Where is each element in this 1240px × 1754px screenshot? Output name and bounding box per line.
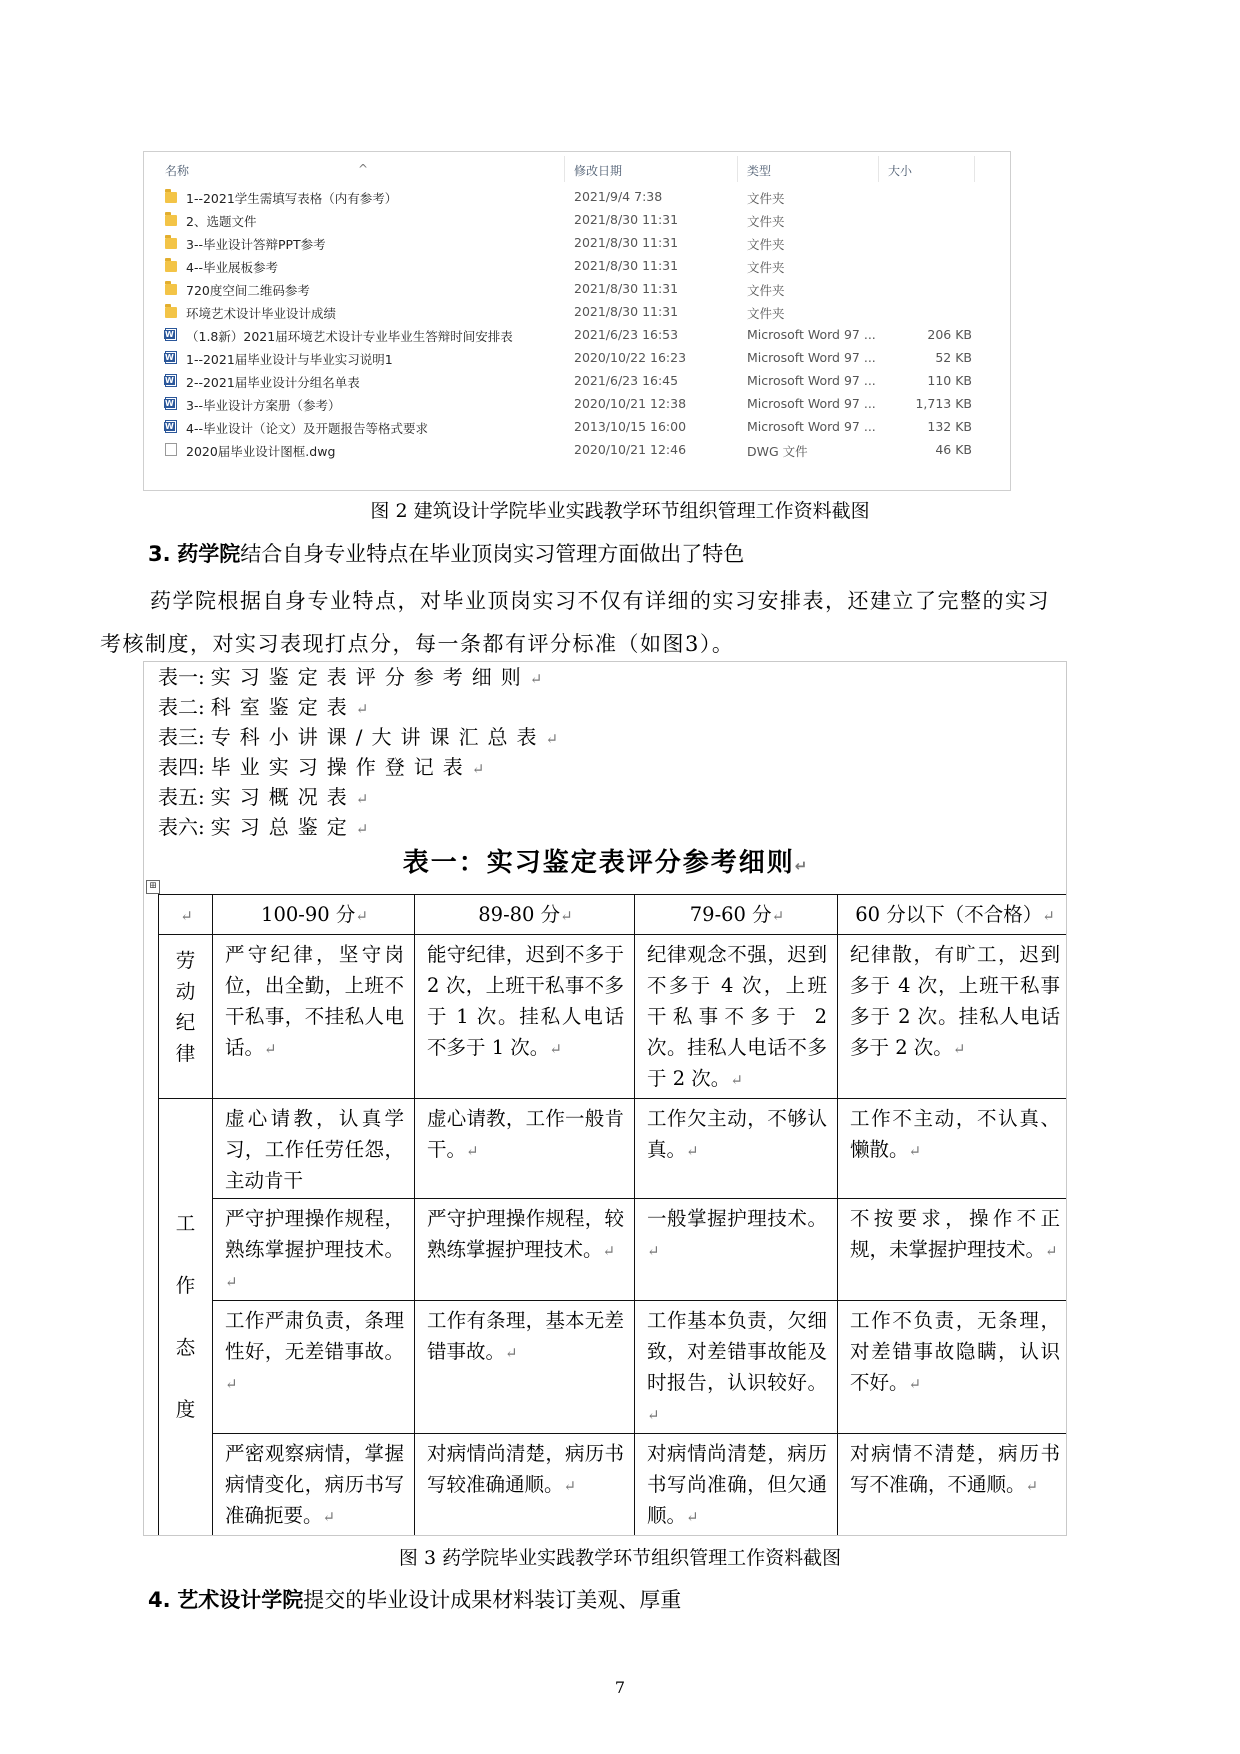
file-date: 2021/8/30 11:31 [574, 212, 679, 227]
toc-text: 实习概况表 [210, 785, 356, 809]
file-name: 3--毕业设计答辩PPT参考 [186, 237, 326, 252]
table-row-attitude-2 [159, 1199, 1068, 1301]
file-type: 文件夹 [747, 191, 785, 206]
file-date: 2021/8/30 11:31 [574, 281, 679, 296]
file-size: 206 KB [927, 327, 972, 342]
toc-prefix: 表一: [158, 665, 205, 689]
file-row[interactable] [144, 392, 1010, 415]
header-cell-100-90: 100-90 分↵ [213, 895, 415, 935]
section4-rest: 提交的毕业设计成果材料装订美观、厚重 [303, 1588, 682, 1612]
paragraph-mark: ↵ [355, 700, 369, 718]
table-header-row [159, 895, 1068, 935]
table-cell: 虚心请教，工作一般肯干。↵ [415, 1099, 635, 1199]
file-size: 46 KB [935, 442, 972, 457]
file-date: 2013/10/15 16:00 [574, 419, 687, 434]
toc-line [158, 692, 558, 722]
toc-prefix: 表二: [158, 695, 205, 719]
toc-line [158, 752, 558, 782]
file-type: 文件夹 [747, 214, 785, 229]
section4-bold: 艺术设计学院 [177, 1588, 304, 1612]
table-cell: 不按要求，操作不正规，未掌握护理技术。↵ [838, 1199, 1068, 1301]
file-name: 2--2021届毕业设计分组名单表 [186, 375, 360, 390]
file-type: 文件夹 [747, 260, 785, 275]
header-cell-below-60: 60 分以下（不合格）↵ [838, 895, 1068, 935]
file-type: Microsoft Word 97 ... [747, 350, 876, 365]
table-anchor-icon[interactable]: ⊞ [146, 880, 160, 894]
file-size: 132 KB [927, 419, 972, 434]
file-list-header [144, 152, 1010, 186]
header-cell-89-80: 89-80 分↵ [415, 895, 635, 935]
document-screenshot [143, 661, 1067, 1536]
file-date: 2021/6/23 16:53 [574, 327, 679, 342]
file-explorer-screenshot [143, 151, 1011, 491]
word-doc-icon [165, 351, 177, 364]
file-type: DWG 文件 [747, 444, 808, 459]
file-row[interactable] [144, 438, 1010, 461]
table-cell: 虚心请教，认真学习，工作任劳任怨，主动肯干 [213, 1099, 415, 1199]
toc-text: 实习总鉴定 [210, 815, 356, 839]
file-date: 2020/10/21 12:38 [574, 396, 687, 411]
table-cell: 严守护理操作规程，熟练掌握护理技术。↵ [213, 1199, 415, 1301]
column-name[interactable]: 名称 [165, 164, 190, 178]
file-type: 文件夹 [747, 283, 785, 298]
file-type: Microsoft Word 97 ... [747, 327, 876, 342]
table-cell: 一般掌握护理技术。↵ [635, 1199, 838, 1301]
file-name: 2020届毕业设计图框.dwg [186, 444, 336, 459]
toc-text: 专科小讲课/大讲课汇总表 [210, 725, 546, 749]
column-type[interactable]: 类型 [747, 164, 772, 178]
toc-prefix: 表六: [158, 815, 205, 839]
table-row-attitude-3 [159, 1301, 1068, 1434]
section4-heading [148, 1584, 681, 1614]
table-cell: 对病情不清楚，病历书写不准确，不通顺。↵ [838, 1434, 1068, 1536]
file-name: 3--毕业设计方案册（参考） [186, 398, 341, 413]
figure2-caption: 图 2 建筑设计学院毕业实践教学环节组织管理工作资料截图 [370, 500, 870, 522]
file-row[interactable] [144, 369, 1010, 392]
table-cell: 工作有条理，基本无差错事故。↵ [415, 1301, 635, 1434]
toc-prefix: 表五: [158, 785, 205, 809]
file-name: 4--毕业展板参考 [186, 260, 278, 275]
toc-text: 毕业实习操作登记表 [210, 755, 472, 779]
paragraph-mark: ↵ [471, 760, 485, 778]
table-cell: 纪律散，有旷工，迟到多于 4 次，上班干私事多于 2 次。挂私人电话多于 2 次。↵ [838, 935, 1068, 1099]
table-cell: 工作不主动，不认真、懒散。↵ [838, 1099, 1068, 1199]
file-name: 环境艺术设计毕业设计成绩 [186, 306, 337, 321]
file-date: 2021/8/30 11:31 [574, 235, 679, 250]
table-row-attitude-4 [159, 1434, 1068, 1536]
file-type: Microsoft Word 97 ... [747, 419, 876, 434]
section3-number: 3. [148, 542, 171, 566]
toc-prefix: 表三: [158, 725, 205, 749]
table-cell: 工作不负责，无条理，对差错事故隐瞒，认识不好。↵ [838, 1301, 1068, 1434]
column-date[interactable]: 修改日期 [574, 164, 623, 178]
file-date: 2021/9/4 7:38 [574, 189, 663, 204]
word-doc-icon [165, 420, 177, 433]
file-size: 52 KB [935, 350, 972, 365]
table-row-labor [159, 935, 1068, 1099]
table-cell: 严密观察病情，掌握病情变化，病历书写准确扼要。↵ [213, 1434, 415, 1536]
paragraph-mark: ↵ [355, 820, 369, 838]
row-label-labor: 劳动纪律 [159, 935, 213, 1099]
file-row[interactable] [144, 231, 1010, 254]
toc-text: 实习鉴定表评分参考细则 [210, 665, 530, 689]
file-name: 2、选题文件 [186, 214, 257, 229]
table-row-attitude-1 [159, 1099, 1068, 1199]
table-cell: 工作严肃负责，条理性好，无差错事故。↵ [213, 1301, 415, 1434]
table-cell: 对病情尚清楚，病历书写较准确通顺。↵ [415, 1434, 635, 1536]
column-size[interactable]: 大小 [888, 164, 913, 178]
file-size: 110 KB [927, 373, 972, 388]
file-type: 文件夹 [747, 237, 785, 252]
row-label-attitude: 工作态度 [159, 1099, 213, 1536]
folder-icon [165, 261, 177, 272]
file-date: 2020/10/21 12:46 [574, 442, 687, 457]
table-title: 表一：实习鉴定表评分参考细则↵ [402, 848, 808, 878]
table-cell: 对病情尚清楚，病历书写尚准确，但欠通顺。↵ [635, 1434, 838, 1536]
section3-bold: 药学院 [177, 542, 241, 566]
file-name: （1.8新）2021届环境艺术设计专业毕业生答辩时间安排表 [186, 329, 513, 344]
sort-caret-icon: ^ [358, 162, 369, 176]
folder-icon [165, 307, 177, 318]
file-date: 2021/6/23 16:45 [574, 373, 679, 388]
toc-line [158, 812, 558, 842]
file-row[interactable] [144, 323, 1010, 346]
table-cell: 工作基本负责，欠细致，对差错事故能及时报告，认识较好。↵ [635, 1301, 838, 1434]
file-type: Microsoft Word 97 ... [747, 373, 876, 388]
file-row[interactable] [144, 185, 1010, 208]
file-name: 1--2021学生需填写表格（内有参考） [186, 191, 398, 206]
word-doc-icon [165, 328, 177, 341]
paragraph3-line2: 考核制度，对实习表现打点分，每一条都有评分标准（如图3）。 [100, 632, 735, 656]
table-cell: 工作欠主动，不够认真。↵ [635, 1099, 838, 1199]
file-row[interactable] [144, 346, 1010, 369]
file-row[interactable] [144, 208, 1010, 231]
section3-rest: 结合自身专业特点在毕业顶岗实习管理方面做出了特色 [240, 542, 745, 566]
word-doc-icon [165, 397, 177, 410]
table-cell: 能守纪律，迟到不多于 2 次，上班干私事不多于 1 次。挂私人电话不多于 1 次。↵ [415, 935, 635, 1099]
file-date: 2021/8/30 11:31 [574, 258, 679, 273]
file-type: Microsoft Word 97 ... [747, 396, 876, 411]
toc-line [158, 722, 558, 752]
folder-icon [165, 284, 177, 295]
paragraph-mark: ↵ [529, 670, 543, 688]
paragraph3-line1: 药学院根据自身专业特点，对毕业顶岗实习不仅有详细的实习安排表，还建立了完整的实习 [150, 589, 1050, 613]
page-number: 7 [614, 1678, 626, 1697]
file-size: 1,713 KB [915, 396, 972, 411]
folder-icon [165, 238, 177, 249]
table-of-contents [158, 662, 558, 842]
file-name: 720度空间二维码参考 [186, 283, 310, 298]
assessment-table [158, 894, 1067, 1536]
folder-icon [165, 215, 177, 226]
file-type: 文件夹 [747, 306, 785, 321]
toc-prefix: 表四: [158, 755, 205, 779]
toc-line [158, 662, 558, 692]
file-row[interactable] [144, 300, 1010, 323]
file-date: 2021/8/30 11:31 [574, 304, 679, 319]
figure3-caption: 图 3 药学院毕业实践教学环节组织管理工作资料截图 [398, 1547, 842, 1569]
toc-line [158, 782, 558, 812]
header-cell-79-60: 79-60 分↵ [635, 895, 838, 935]
table-cell: 严守纪律，坚守岗位，出全勤，上班不干私事，不挂私人电话。↵ [213, 935, 415, 1099]
toc-text: 科室鉴定表 [210, 695, 356, 719]
header-cell-blank: ↵ [159, 895, 213, 935]
table-cell: 纪律观念不强，迟到不多于 4 次，上班干私事不多于 2 次。挂私人电话不多于 2 次。↵ [635, 935, 838, 1099]
file-row[interactable] [144, 415, 1010, 438]
section4-number: 4. [148, 1588, 171, 1612]
file-name: 1--2021届毕业设计与毕业实习说明1 [186, 352, 393, 367]
section3-heading [148, 538, 744, 568]
file-row[interactable] [144, 277, 1010, 300]
file-date: 2020/10/22 16:23 [574, 350, 687, 365]
paragraph-mark: ↵ [545, 730, 559, 748]
dwg-file-icon [165, 443, 177, 456]
paragraph-mark: ↵ [355, 790, 369, 808]
folder-icon [165, 192, 177, 203]
table-cell: 严守护理操作规程，较熟练掌握护理技术。↵ [415, 1199, 635, 1301]
file-row[interactable] [144, 254, 1010, 277]
file-name: 4--毕业设计（论文）及开题报告等格式要求 [186, 421, 428, 436]
word-doc-icon [165, 374, 177, 387]
